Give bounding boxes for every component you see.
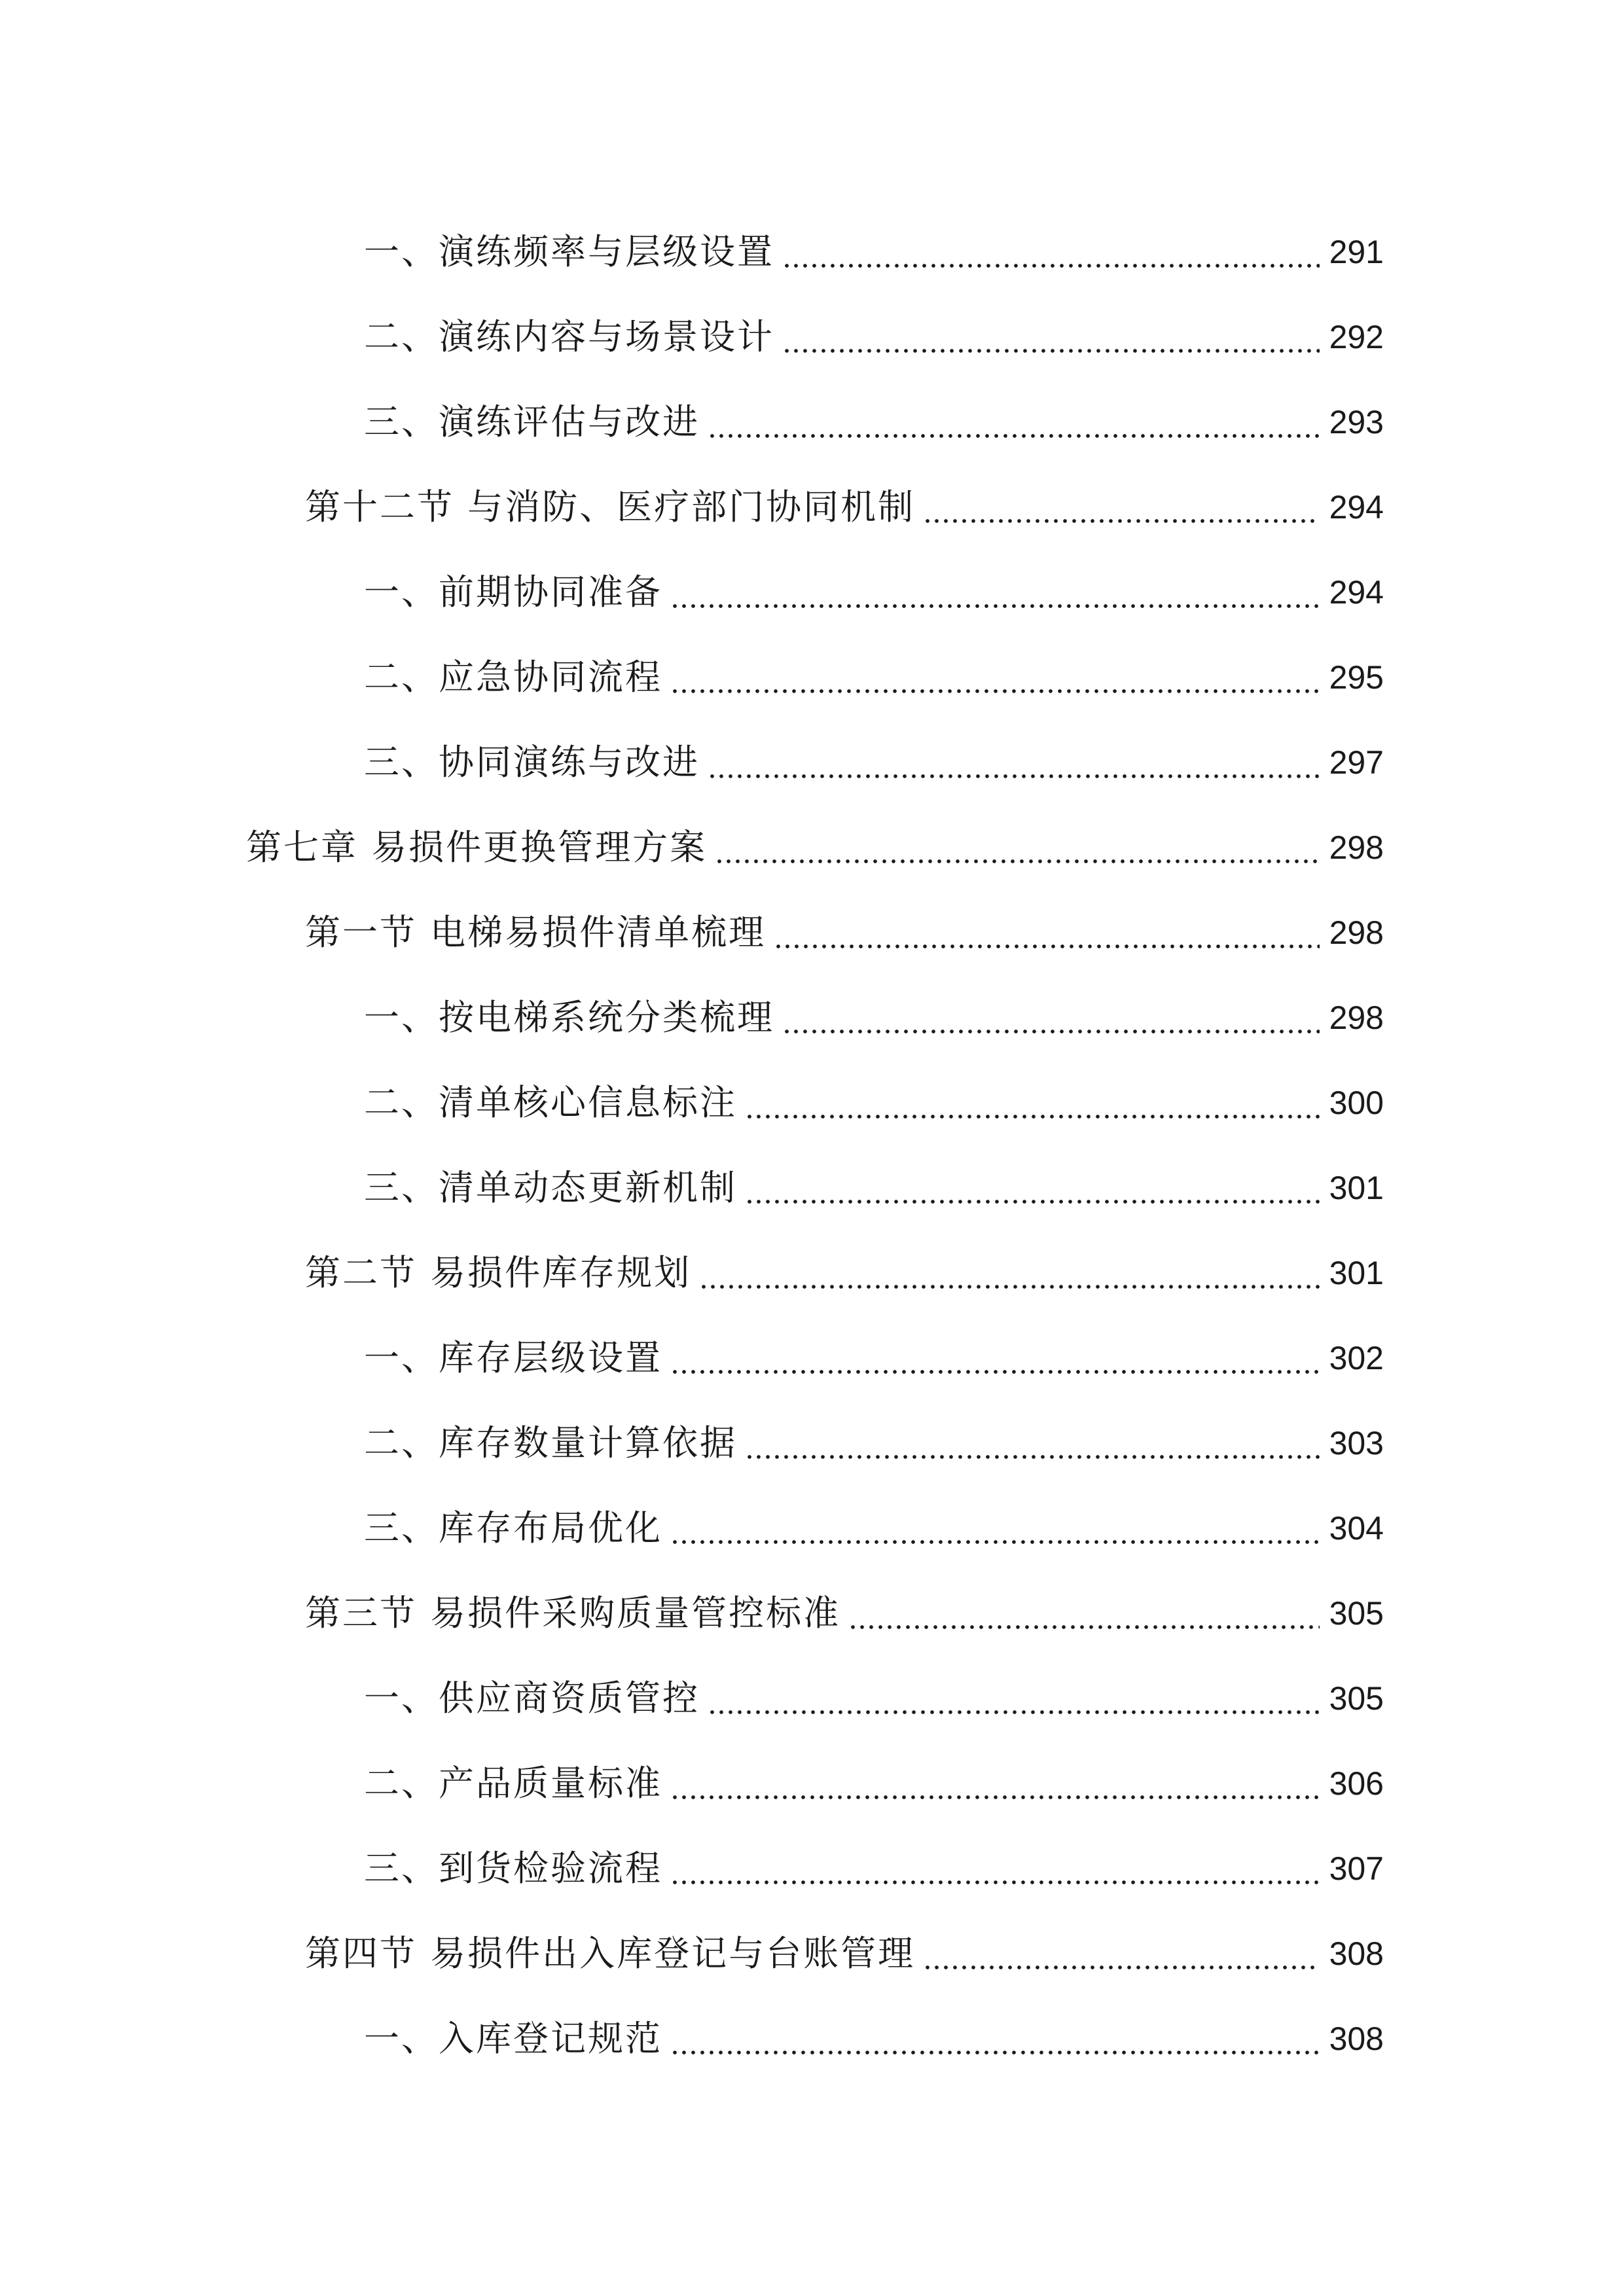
toc-dot-leader bbox=[923, 1936, 1320, 1971]
toc-entry-title: 一、入库登记规范 bbox=[364, 2018, 662, 2059]
toc-page-number: 300 bbox=[1329, 1085, 1384, 1121]
toc-entry-title: 二、演练内容与场景设计 bbox=[364, 316, 774, 357]
toc-page-number: 294 bbox=[1329, 489, 1384, 526]
toc-entry-title: 一、演练频率与层级设置 bbox=[364, 231, 774, 272]
toc-entry[interactable] bbox=[0, 1996, 1624, 2081]
toc-page-number: 301 bbox=[1329, 1170, 1384, 1206]
toc-entry[interactable] bbox=[0, 295, 1624, 380]
toc-dot-leader bbox=[708, 404, 1320, 440]
toc-page-number: 294 bbox=[1329, 574, 1384, 611]
toc-entry[interactable] bbox=[0, 380, 1624, 465]
toc-page-number: 307 bbox=[1329, 1850, 1384, 1887]
toc-page-number: 304 bbox=[1329, 1510, 1384, 1547]
toc-entry[interactable] bbox=[0, 805, 1624, 890]
toc-dot-leader bbox=[774, 915, 1320, 950]
toc-entry[interactable] bbox=[0, 1486, 1624, 1571]
toc-dot-leader bbox=[670, 660, 1320, 695]
toc-entry[interactable] bbox=[0, 465, 1624, 550]
toc-entry-title: 三、库存布局优化 bbox=[364, 1507, 662, 1549]
toc-entry-title: 一、按电梯系统分类梳理 bbox=[364, 997, 774, 1038]
toc-entry-title: 二、库存数量计算依据 bbox=[364, 1422, 737, 1463]
toc-dot-leader bbox=[782, 319, 1320, 355]
toc-entry[interactable] bbox=[0, 1316, 1624, 1401]
toc-entry[interactable] bbox=[0, 1145, 1624, 1230]
toc-page-number: 298 bbox=[1329, 829, 1384, 866]
toc-dot-leader bbox=[670, 1511, 1320, 1546]
toc-page-number: 293 bbox=[1329, 404, 1384, 440]
toc-entry-title: 第四节 易损件出入库登记与台账管理 bbox=[305, 1933, 916, 1974]
toc-dot-leader bbox=[715, 830, 1320, 865]
toc-page-number: 306 bbox=[1329, 1765, 1384, 1802]
toc-entry[interactable] bbox=[0, 1656, 1624, 1741]
toc-dot-leader bbox=[708, 1681, 1320, 1716]
toc-page-number: 302 bbox=[1329, 1340, 1384, 1376]
toc-dot-leader bbox=[708, 745, 1320, 780]
toc-dot-leader bbox=[670, 2021, 1320, 2056]
toc-entry[interactable] bbox=[0, 975, 1624, 1060]
toc-page-number: 292 bbox=[1329, 319, 1384, 355]
toc-entry[interactable] bbox=[0, 209, 1624, 295]
toc-entry[interactable] bbox=[0, 1401, 1624, 1486]
toc-entry-title: 第十二节 与消防、医疗部门协同机制 bbox=[305, 486, 916, 528]
toc-entry-title: 三、协同演练与改进 bbox=[364, 742, 700, 783]
toc-entry-title: 三、清单动态更新机制 bbox=[364, 1167, 737, 1208]
toc-entry[interactable] bbox=[0, 1911, 1624, 1996]
toc-entry[interactable] bbox=[0, 1741, 1624, 1826]
toc-page-number: 305 bbox=[1329, 1680, 1384, 1717]
toc-page-number: 303 bbox=[1329, 1425, 1384, 1462]
toc-entry[interactable] bbox=[0, 1060, 1624, 1145]
toc-entry-title: 一、供应商资质管控 bbox=[364, 1677, 700, 1719]
toc-entry-title: 第三节 易损件采购质量管控标准 bbox=[305, 1592, 841, 1634]
toc-page-number: 308 bbox=[1329, 1935, 1384, 1972]
toc-dot-leader bbox=[782, 1000, 1320, 1035]
toc-dot-leader bbox=[670, 1851, 1320, 1886]
toc-entry-title: 一、前期协同准备 bbox=[364, 571, 662, 613]
toc-dot-leader bbox=[923, 490, 1320, 525]
toc-page-number: 308 bbox=[1329, 2020, 1384, 2057]
toc-entry-title: 二、清单核心信息标注 bbox=[364, 1082, 737, 1123]
toc-page-number: 298 bbox=[1329, 914, 1384, 951]
table-of-contents bbox=[0, 209, 1624, 2081]
toc-dot-leader bbox=[745, 1085, 1320, 1121]
toc-entry-title: 二、应急协同流程 bbox=[364, 656, 662, 698]
toc-dot-leader bbox=[670, 575, 1320, 610]
toc-entry-title: 第七章 易损件更换管理方案 bbox=[246, 827, 708, 868]
toc-page-number: 305 bbox=[1329, 1595, 1384, 1632]
toc-entry-title: 三、演练评估与改进 bbox=[364, 401, 700, 442]
toc-entry[interactable] bbox=[0, 890, 1624, 975]
toc-page-number: 301 bbox=[1329, 1255, 1384, 1291]
toc-dot-leader bbox=[699, 1255, 1320, 1291]
toc-entry-title: 第二节 易损件库存规划 bbox=[305, 1252, 692, 1293]
toc-page-number: 291 bbox=[1329, 234, 1384, 270]
toc-dot-leader bbox=[745, 1170, 1320, 1206]
toc-entry[interactable] bbox=[0, 550, 1624, 635]
toc-entry-title: 第一节 电梯易损件清单梳理 bbox=[305, 912, 767, 953]
toc-entry-title: 三、到货检验流程 bbox=[364, 1848, 662, 1889]
toc-dot-leader bbox=[782, 234, 1320, 270]
toc-dot-leader bbox=[670, 1340, 1320, 1376]
toc-page-number: 298 bbox=[1329, 999, 1384, 1036]
toc-entry[interactable] bbox=[0, 1230, 1624, 1316]
toc-page-number: 295 bbox=[1329, 659, 1384, 696]
toc-entry[interactable] bbox=[0, 720, 1624, 805]
toc-dot-leader bbox=[745, 1426, 1320, 1461]
toc-entry[interactable] bbox=[0, 1826, 1624, 1911]
toc-dot-leader bbox=[670, 1766, 1320, 1801]
toc-entry-title: 二、产品质量标准 bbox=[364, 1763, 662, 1804]
toc-dot-leader bbox=[848, 1596, 1320, 1631]
toc-entry[interactable] bbox=[0, 1571, 1624, 1656]
toc-entry-title: 一、库存层级设置 bbox=[364, 1337, 662, 1378]
toc-entry[interactable] bbox=[0, 635, 1624, 720]
toc-page-number: 297 bbox=[1329, 744, 1384, 781]
